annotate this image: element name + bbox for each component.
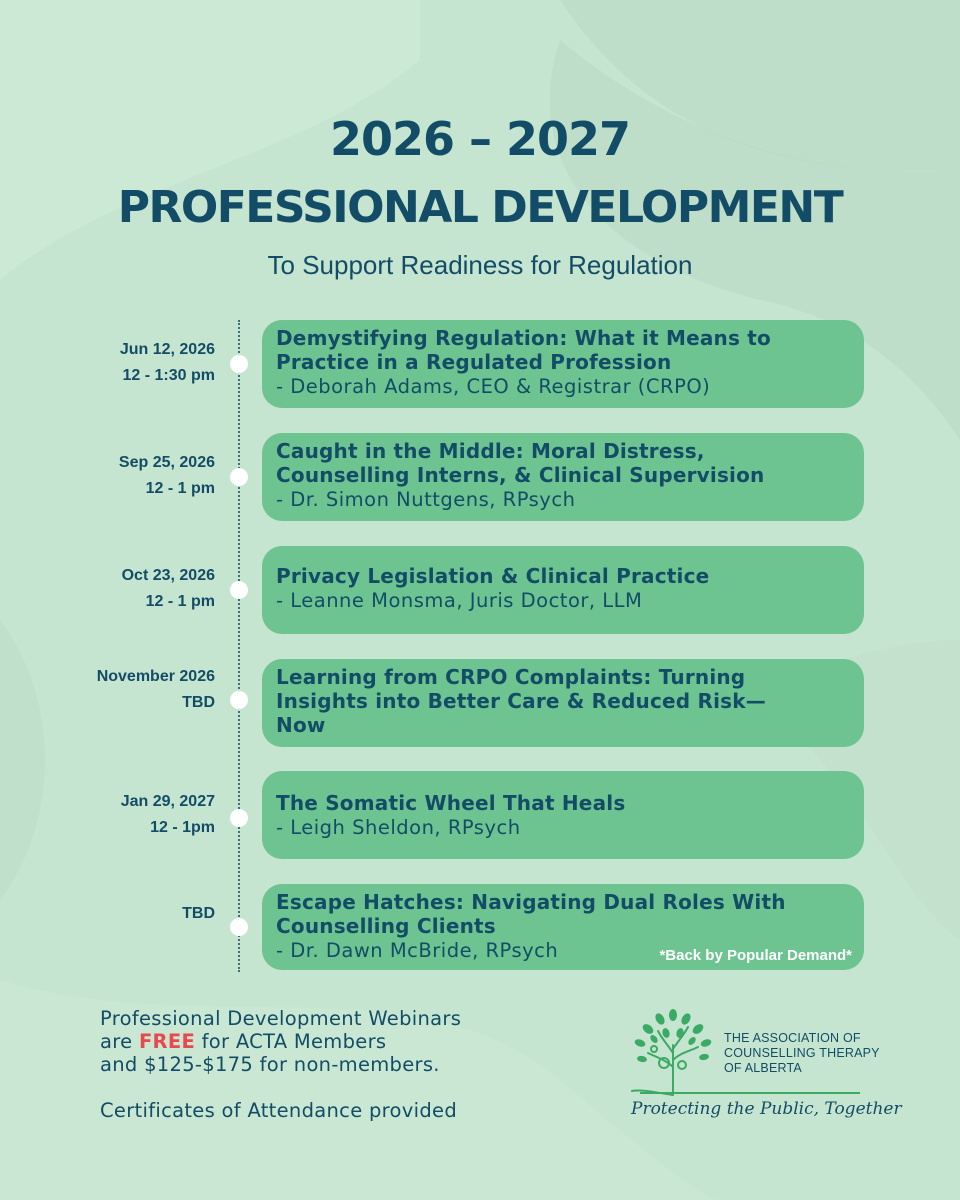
event-date-block [15,901,215,927]
event-card [262,771,864,859]
pricing-text: for ACTA Members [195,1030,387,1053]
logo-underline [640,1092,860,1094]
event-card [262,320,864,408]
pricing-line [100,1030,570,1053]
event-date: Sep 25, 2026 [118,454,215,471]
event-time: 12 - 1 pm [145,593,215,610]
event-speaker: - Leanne Monsma, Juris Doctor, LLM [276,589,643,612]
organization-tagline: Protecting the Public, Together [631,1099,902,1119]
event-speaker: - Deborah Adams, CEO & Registrar (CRPO) [276,375,711,398]
timeline-dot [230,691,248,709]
timeline-dot [230,809,248,827]
tree-logo-icon [628,1005,718,1097]
event-date-block [15,563,215,615]
certificates-note: Certificates of Attendance provided [100,1099,457,1122]
event-time: 12 - 1pm [150,819,215,836]
event-item [0,433,960,523]
free-highlight: FREE [138,1030,196,1053]
event-title-line: Insights into Better Care & Reduced Risk— [276,689,766,713]
event-title-line: Demystifying Regulation: What it Means to [276,326,771,350]
year-range-heading: 2026 – 2027 [329,112,631,166]
event-speaker: - Dr. Simon Nuttgens, RPsych [276,488,576,511]
event-item [0,320,960,410]
event-card [262,659,864,747]
pricing-line: and $125-$175 for non-members. [100,1053,440,1076]
event-title-line: Counselling Interns, & Clinical Supervision [276,463,765,487]
event-speaker: - Dr. Dawn McBride, RPsych [276,939,559,962]
timeline-line [238,320,240,972]
pricing-line: Professional Development Webinars [100,1007,462,1030]
event-time: TBD [182,694,215,711]
event-date-block [15,337,215,389]
event-card [262,546,864,634]
event-item [0,546,960,636]
event-title-line: Escape Hatches: Navigating Dual Roles With [276,890,786,914]
event-title-line: Privacy Legislation & Clinical Practice [276,564,710,588]
event-time: 12 - 1:30 pm [122,367,215,384]
event-date: Jun 12, 2026 [119,341,215,358]
event-speaker: - Leigh Sheldon, RPsych [276,816,521,839]
timeline-dot [230,918,248,936]
event-item [0,884,960,974]
event-item [0,659,960,749]
event-title-line: The Somatic Wheel That Heals [276,791,626,815]
page-title: PROFESSIONAL DEVELOPMENT [117,182,843,233]
event-title-line: Counselling Clients [276,914,496,938]
event-date-block [15,450,215,502]
event-date: Jan 29, 2027 [120,793,215,810]
event-card [262,884,864,970]
event-title-line: Caught in the Middle: Moral Distress, [276,439,705,463]
event-title-line: Now [276,713,326,737]
event-title-line: Learning from CRPO Complaints: Turning [276,665,746,689]
page-subtitle: To Support Readiness for Regulation [267,250,693,280]
event-date: Oct 23, 2026 [121,567,215,584]
event-date: TBD [182,905,215,922]
timeline-dot [230,581,248,599]
pricing-info [100,1007,570,1076]
timeline-dot [230,468,248,486]
event-item [0,771,960,861]
event-date-block [15,664,215,716]
pricing-text: are [100,1030,139,1053]
event-date-block [15,789,215,841]
event-title-line: Practice in a Regulated Profession [276,350,672,374]
timeline-dot [230,355,248,373]
popular-demand-badge: *Back by Popular Demand* [659,947,852,964]
org-name-line: THE ASSOCIATION OF [724,1031,861,1045]
event-time: 12 - 1 pm [145,480,215,497]
org-name-line: OF ALBERTA [724,1061,802,1075]
org-name-line: COUNSELLING THERAPY [724,1046,880,1060]
event-date: November 2026 [96,668,215,685]
event-card [262,433,864,521]
organization-name [724,1031,894,1076]
